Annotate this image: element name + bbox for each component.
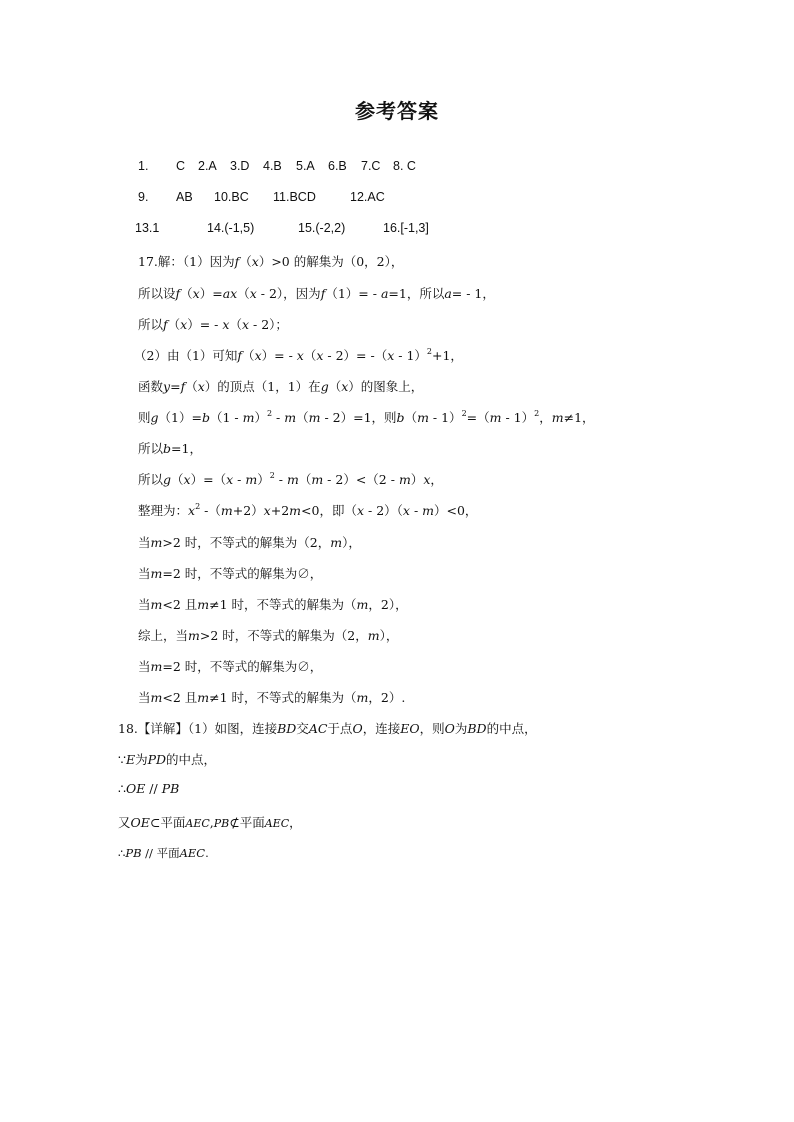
solution-line: 所以设f（x）=ax（x - 2），因为f（1）= - a=1，所以a= - 1， — [138, 286, 495, 301]
answer-label: 9. — [138, 190, 149, 204]
solution-line: 又OE⊂平面AEC,PB⊄平面AEC， — [118, 815, 302, 830]
answer-value: AB — [176, 190, 193, 204]
solution-line: 所以b=1， — [138, 441, 202, 456]
solution-line: 当m=2 时，不等式的解集为∅， — [138, 659, 323, 674]
answer-value: 4.B — [263, 159, 282, 173]
solution-line: 综上，当m>2 时，不等式的解集为（2，m）， — [138, 628, 399, 643]
answer-value: 6.B — [328, 159, 347, 173]
solution-line: 则g（1）=b（1 - m）$^2$ - m（m - 2）=1，则b（m - 1）$^2$=（m - 1）$^2$，m≠1， — [138, 409, 595, 425]
solution-line: （2）由（1）可知f（x）= - x（x - 2）= -（x - 1）$^2$+1， — [134, 347, 463, 363]
solution-line: 当m=2 时，不等式的解集为∅， — [138, 566, 323, 581]
solution-line: 函数y=f（x）的顶点（1，1）在g（x）的图象上， — [138, 379, 424, 394]
answer-value: 14.(-1,5) — [207, 221, 255, 235]
answer-value: 15.(-2,2) — [298, 221, 346, 235]
page-title: 参考答案 — [355, 99, 439, 123]
solution-line: 所以g（x）=（x - m）$^2$ - m（m - 2）<（2 - m）x， — [138, 471, 443, 487]
solution-line: 所以f（x）= - x（x - 2）； — [138, 317, 288, 332]
solution-line: ∴PB // 平面AEC. — [118, 846, 209, 860]
answer-value: 12.AC — [350, 190, 385, 204]
answer-value: 2.A — [198, 159, 217, 173]
answer-value: 3.D — [230, 159, 250, 173]
solution-line: 整理为：$x^2$ -（m+2）x+2m<0，即（x - 2）（x - m）<0， — [138, 502, 478, 518]
solution-line: 当m<2 且m≠1 时，不等式的解集为（m，2）， — [138, 597, 408, 612]
solution-line: 当m>2 时，不等式的解集为（2，m）， — [138, 535, 361, 550]
answer-value: C — [176, 159, 186, 173]
answer-value: 5.A — [296, 159, 315, 173]
answer-label: 1. — [138, 159, 149, 173]
solution-line: ∵E为PD的中点， — [118, 752, 217, 767]
answer-value: 13.1 — [135, 221, 160, 235]
solution-line: 当m<2 且m≠1 时，不等式的解集为（m，2）. — [138, 690, 406, 705]
solution-line: 17.解：（1）因为f（x）>0 的解集为（0，2）， — [138, 254, 404, 269]
solution-line: ∴OE // PB — [118, 781, 180, 796]
solution-line: 18.【详解】（1）如图，连接BD交AC于点O，连接EO，则O为BD的中点， — [118, 721, 537, 736]
answer-value: 11.BCD — [273, 190, 316, 204]
answer-value: 16.[-1,3] — [383, 221, 429, 235]
answer-value: 8. C — [393, 159, 416, 173]
answer-value: 10.BC — [214, 190, 249, 204]
answer-value: 7.C — [361, 159, 381, 173]
